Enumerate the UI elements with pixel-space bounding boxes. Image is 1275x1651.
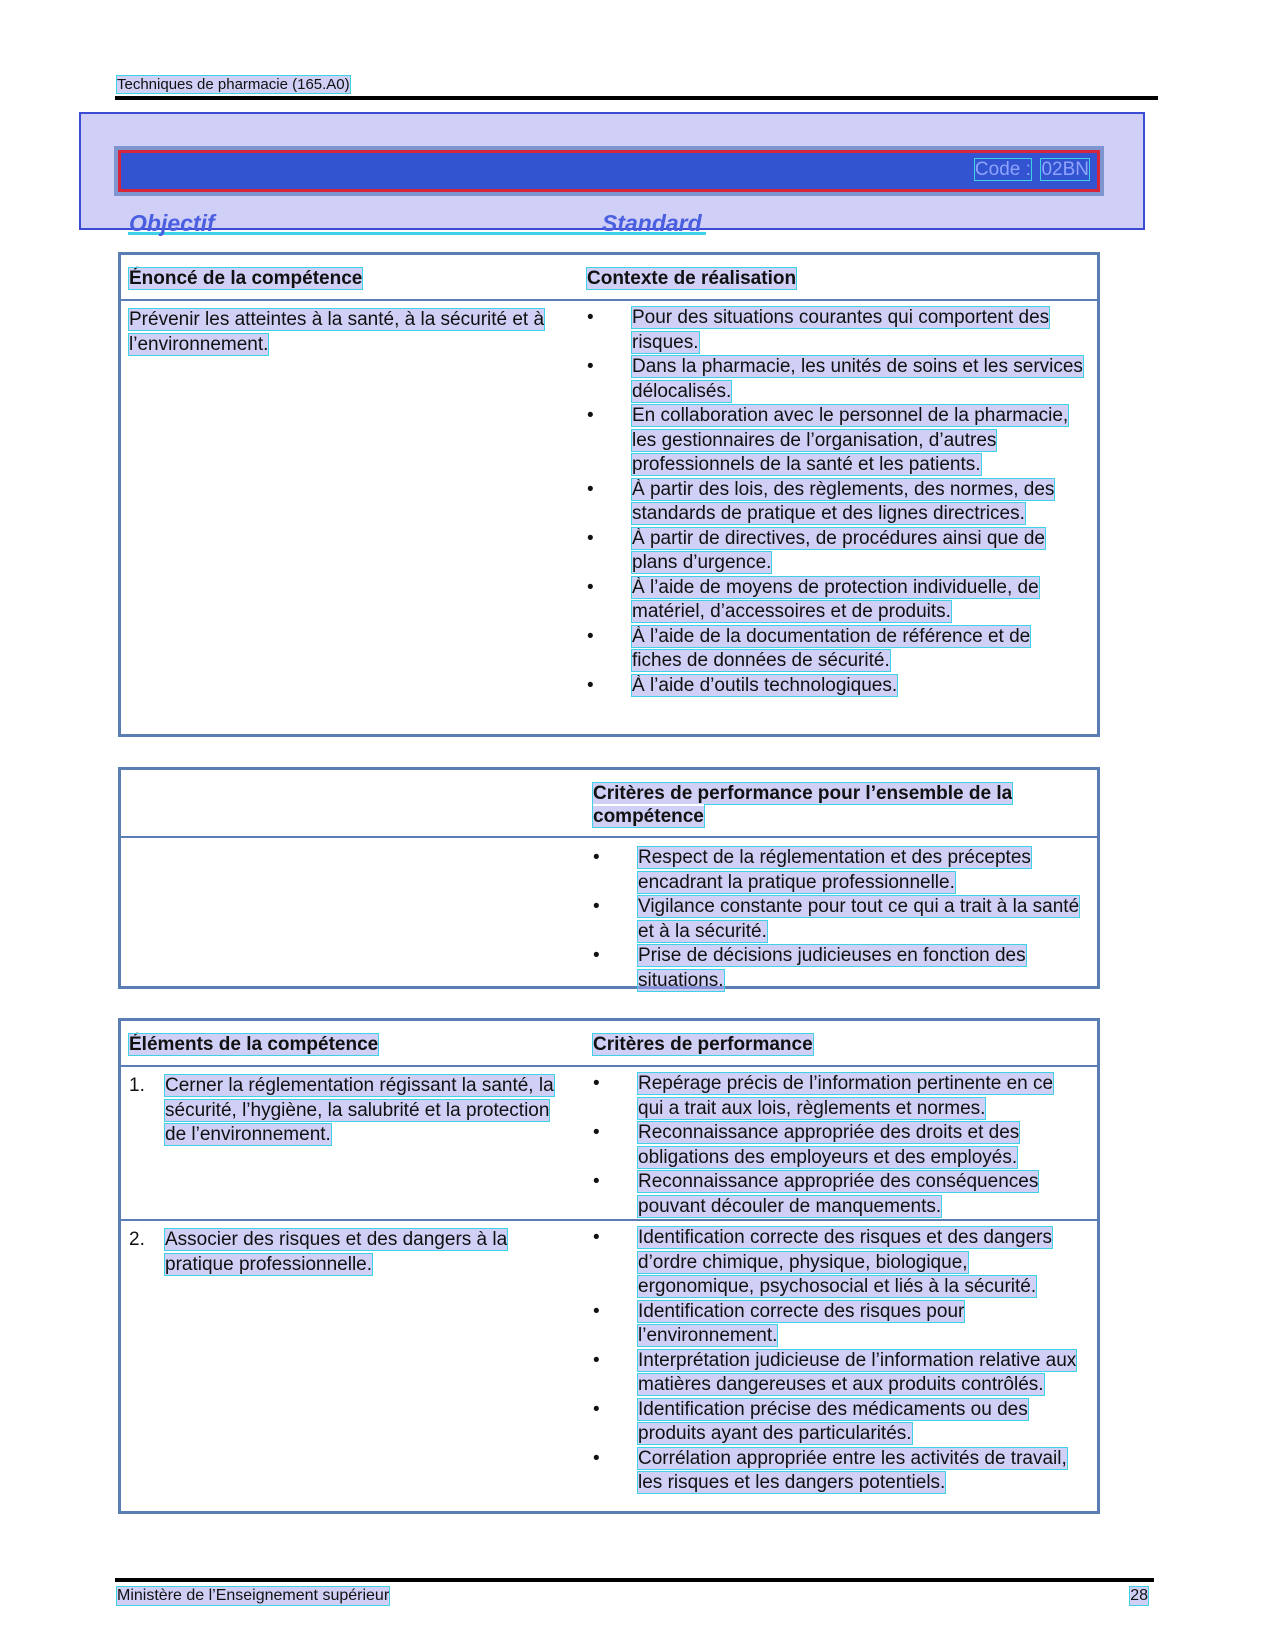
context-header: Contexte de réalisation (587, 268, 797, 289)
statement-header: Énoncé de la compétence (129, 268, 363, 289)
list-item: • Respect de la réglementation et des préceptes encadrant la pratique professionnelle. (593, 846, 1083, 895)
table2-body-row (121, 836, 1097, 991)
element-row-1 (121, 1065, 1097, 1219)
elements-table (118, 1018, 1100, 1514)
performance-criteria-header: Critères de performance (593, 1034, 813, 1055)
table1-header-row (121, 255, 1097, 299)
list-item: • À l’aide de la documentation de référence et de fiches de données de sécurité. (587, 625, 1083, 674)
code-label: Code : (974, 159, 1031, 180)
element-item: 2. Associer des risques et des dangers à la pratique professionnelle. (129, 1229, 508, 1275)
list-item: • À l’aide de moyens de protection individuelle, de matériel, d’accessoires et de produits. (587, 576, 1083, 625)
competency-statement: Prévenir les atteintes à la santé, à la sécurité et à l’environnement. (129, 309, 545, 355)
standard-label: Standard (602, 210, 702, 236)
list-item: • Reconnaissance appropriée des conséquences pouvant découler de manquements. (593, 1170, 1083, 1219)
criteria-list (593, 1226, 1083, 1496)
footer-rule (115, 1578, 1154, 1582)
list-item: • À partir de directives, de procédures ainsi que de plans d’urgence. (587, 527, 1083, 576)
objectif-label: Objectif (129, 210, 215, 236)
list-item: • Prise de décisions judicieuses en fonction des situations. (593, 944, 1083, 993)
list-item: • Identification correcte des risques et des dangers d’ordre chimique, physique, biologique, ergonomique, psychosocial et liés à la sécurité. (593, 1226, 1083, 1300)
context-list (587, 306, 1083, 698)
list-item: • Vigilance constante pour tout ce qui a trait à la santé et à la sécurité. (593, 895, 1083, 944)
competency-context-table (118, 252, 1100, 737)
elements-header: Éléments de la compétence (129, 1034, 379, 1055)
list-item: • Repérage précis de l’information pertinente en ce qui a trait aux lois, règlements et normes. (593, 1072, 1083, 1121)
list-item: • Corrélation appropriée entre les activités de travail, les risques et les dangers potentiels. (593, 1447, 1083, 1496)
list-item: • Interprétation judicieuse de l’information relative aux matières dangereuses et aux produits contrôlés. (593, 1349, 1083, 1398)
header-rule (115, 96, 1158, 100)
list-item: • À partir des lois, des règlements, des normes, des standards de pratique et des lignes directrices. (587, 478, 1083, 527)
list-item: • Identification correcte des risques pour l’environnement. (593, 1300, 1083, 1349)
table1-body-row (121, 299, 1097, 733)
list-item: • Reconnaissance appropriée des droits et des obligations des employeurs et des employés. (593, 1121, 1083, 1170)
page-number: 28 (1130, 1587, 1148, 1604)
code-value: 02BN (1041, 159, 1089, 180)
competency-code (975, 159, 1089, 181)
overall-criteria-header: Critères de performance pour l’ensemble de la compétence (593, 783, 1013, 827)
list-item: • Identification précise des médicaments ou des produits ayant des particularités. (593, 1398, 1083, 1447)
element-item: 1. Cerner la réglementation régissant la santé, la sécurité, l’hygiène, la salubrité et la protection de l’environnement. (129, 1075, 554, 1145)
running-header: Techniques de pharmacie (165.A0) (117, 76, 350, 93)
table3-header-row (121, 1021, 1097, 1065)
list-item: • Pour des situations courantes qui comportent des risques. (587, 306, 1083, 355)
list-item: • Dans la pharmacie, les unités de soins et les services délocalisés. (587, 355, 1083, 404)
overall-criteria-list (593, 846, 1083, 993)
element-row-2 (121, 1219, 1097, 1513)
list-item: • En collaboration avec le personnel de la pharmacie, les gestionnaires de l’organisation, d’autres professionnels de la santé et les patients. (587, 404, 1083, 478)
footer-ministry: Ministère de l’Enseignement supérieur (117, 1587, 390, 1604)
table2-header-row (121, 770, 1097, 836)
competency-code-bar (118, 150, 1100, 192)
list-item: • À l’aide d’outils technologiques. (587, 674, 1083, 699)
overall-criteria-table (118, 767, 1100, 989)
criteria-list (593, 1072, 1083, 1219)
